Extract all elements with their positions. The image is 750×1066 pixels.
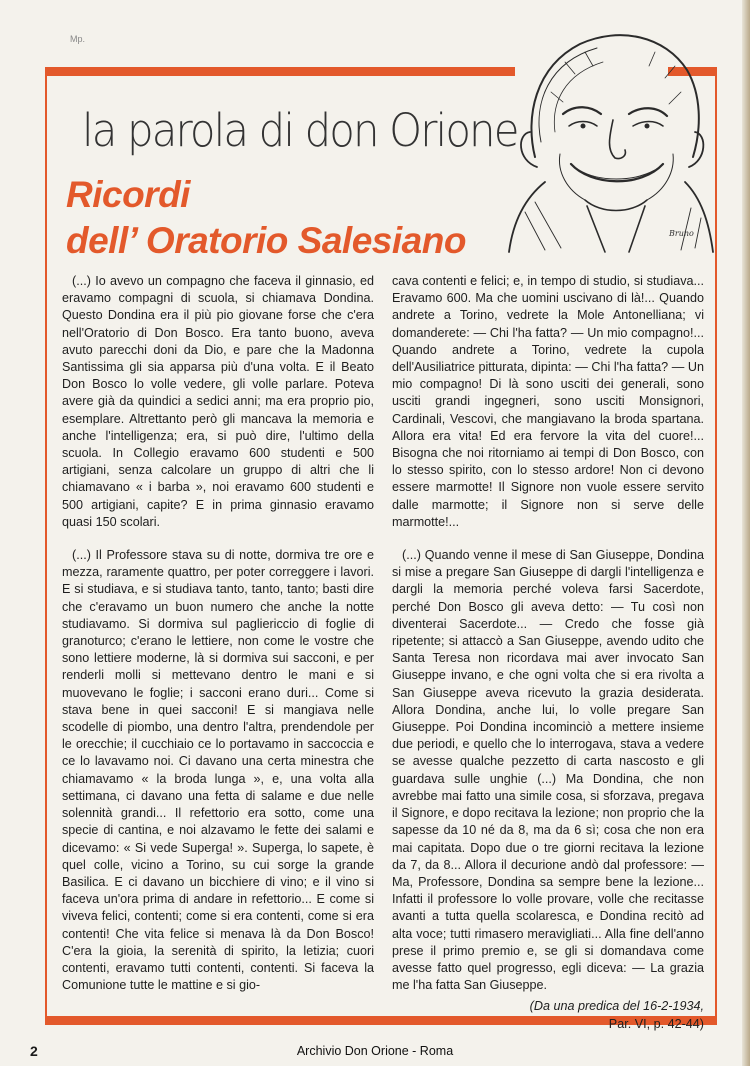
archive-footer: Archivio Don Orione - Roma [296,1044,454,1058]
page-number: 2 [30,1043,38,1059]
top-rule-left [45,67,515,76]
article-title [66,172,466,264]
series-title: la parola di don Orione [82,104,518,157]
citation [392,998,704,1032]
right-column [392,273,704,1033]
citation-line-1: (Da una predica del 16-2-1934, [529,999,704,1014]
left-column [62,273,374,994]
portrait-sketch [505,22,715,254]
article-title-line-1: Ricordi [66,174,190,215]
left-paragraph-2: (...) Il Professore stava su di notte, dormiva tre ore e mezza, raramente quattro, per poter correggere i lavori. E si studiava, e si studiava tanto, tanto, tanto; basti dire che c'eravamo un buon numero che anche la notte studiavamo. Si dormiva sul pagliericcio di foglie di granoturco; c'erano le lettiere, non come le vostre che sono lettiere moderne, là si dormiva sui sacconi, e per renderli molli si mettevano dentro le mani e si muovevano le foglie; i sacconi erano duri... Come si stava bene in quei sacconi! E si mangiava nelle scodelle di piombo, una dentro l'altra, prendendole per le orecchie; il cucchiaio ce lo portavamo in saccoccia e ce lo lavavamo noi. Ci davano una certa minestra che chiamavamo « la broda lunga », e, una volta alla settimana, ci davano una fetta di salame e due nelle solennità grandi... Il refettorio era sotto, come una specie di cantina, e noi alzavamo le fette dei salami e dicevamo: « Si vede Superga! ». Superga, lo sapete, è quel colle, vicino a Torino, su cui sorge la grande Basilica. E ci davano un bicchiere di vino; e il vino si faceva un'ora prima di andare in refettorio... E come si viveva felici, contenti; come si era contenti, come si era contenti! Che vita felice si menava là da Don Bosco! C'era la gioia, la serenità di spirito, la letizia; cuori contenti, eravamo tutti contenti, contenti. Si faceva la Comunione tutte le mattine e si gio- [62,548,374,993]
paper-edge [742,0,750,1066]
citation-line-2: Par. VI, p. 42-44) [608,1016,704,1031]
right-paragraph-1: cava contenti e felici; e, in tempo di studio, si studiava... Eravamo 600. Ma che uomini uscivano di là!... Quando andrete a Torino, vedrete la Mole Antonelliana; vi domanderete: — Chi l'ha fatta? — Un mio compagno!... Quando andrete a Torino, vedrete la cupola dell'Ausiliatrice pitturata, dipinta: — Chi l'ha fatta? — Un mio compagno! Di là sono usciti dei generali, sono usciti grandi ingegneri, sono usciti Monsignori, Cardinali, Vescovi, che mangiavano la broda spartana. Allora era vita! Ed era fervore la vita del cuore!... Bisogna che noi ritorniamo ai tempi di Don Bosco, con lo stesso spirito, con lo stesso ardore! Non ci devono essere marmotte! Il Signore non vuole essere servito dalle marmotte; il Signore non si serve delle marmotte!... [392,274,704,529]
corner-mark: Mp. [70,34,86,44]
portrait-signature: Bruno [669,229,694,238]
left-paragraph-1: (...) Io avevo un compagno che faceva il ginnasio, ed eravamo compagni di scuola, si chiamava Dondina. Questo Dondina era il più pio giovane forse che c'era nell'Oratorio di Don Bosco. Era tanto buono, aveva avuto parecchi doni da Dio, e pare che la Madonna Santissima gli sia apparsa più d'una volta. E il Beato Don Bosco lo volle vedere, gli volle parlare. Poteva avere già da quindici a sedici anni; ma era proprio pio, esemplare. Altrettanto però gli mancava la memoria e anche l'intelligenza; era, si può dire, l'ultimo della scuola. In Collegio eravamo 600 studenti e 500 artigiani, senza calcolare un gruppo di altri che li chiamavano « i barba », noi eravamo 600 studenti e 500 artigiani, capite? E in prima ginnasio eravamo quasi 150 scolari. [62,274,374,529]
article-title-line-2: dell’ Oratorio Salesiano [66,220,466,261]
right-paragraph-2: (...) Quando venne il mese di San Giuseppe, Dondina si mise a pregare San Giuseppe di dargli l'intelligenza e dargli la memoria perché voleva farsi Sacerdote, perché Don Bosco gli aveva detto: — Tu così non diventerai Sacerdote... — Credo che fosse già ripetente; si attaccò a San Giuseppe, avendo udito che Santa Teresa non ricordava mai aver invocato San Giuseppe invano, e che ogni volta che si era rivolta a San Giuseppe aveva ricevuto la grazia desiderata. Allora Dondina, anche lui, lo volle pregare San Giuseppe. Poi Dondina incominciò a mettere insieme due periodi, e quello che lo interrogava, stava a vedere se avesse qualche pezzetto di carta nascosto e gli guardava sulle unghie (...) Ma Dondina, che non avrebbe mai fatto una simile cosa, si sforzava, pregava il Signore, e dopo recitava la lezione; non proprio che la sapesse da 10 né da 8, ma da 6 sì; cosa che non era mai capitata. Dopo due o tre giorni recitava la lezione da 7, da 8... Allora il decurione andò dal professore: — Ma, Professore, Dondina sa sempre bene la lezione... Infatti il professore lo volle provare, volle che recitasse avanti a tutta quella scolaresca, e Dondina recitò ad alta voce; tutti rimasero meravigliati... Alla fine dell'anno prese il primo premio e, se gli si domandava come avesse fatto quel progresso, egli diceva: — La grazia me l'ha fatta San Giuseppe. [392,548,704,993]
